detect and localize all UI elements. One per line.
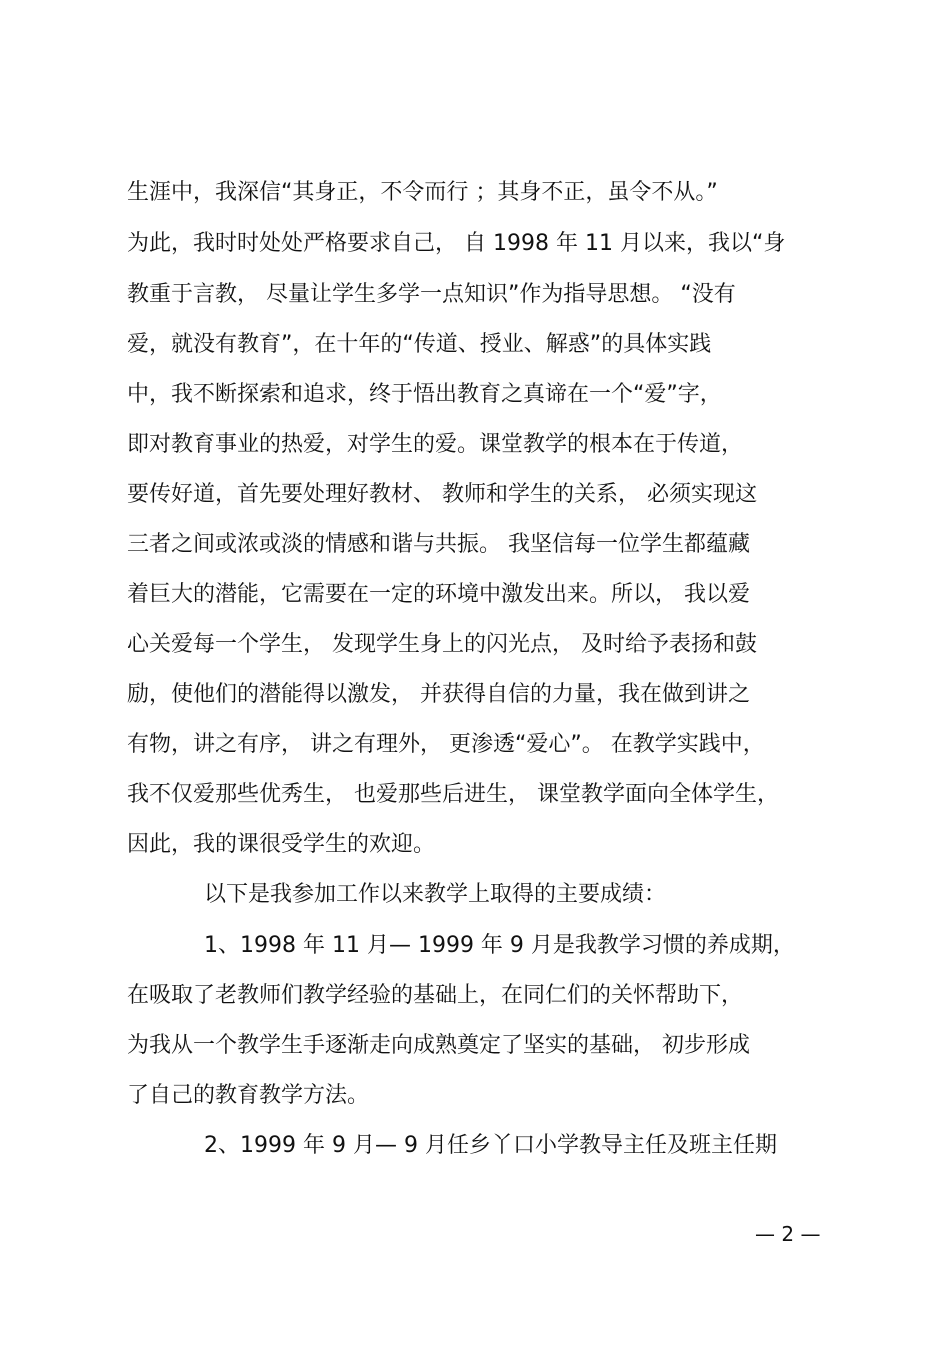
achievement-item-1-line: 为我从一个教学生手逐渐走向成熟奠定了坚实的基础， 初步形成 xyxy=(127,1033,750,1058)
paragraph-line: 中，我不断探索和追求，终于悟出教育之真谛在一个“爱”字， xyxy=(127,382,722,407)
page-number: — 2 — xyxy=(755,1222,821,1246)
achievement-item-2-line: 2、1999 年 9 月— 9 月任乡丫口小学教导主任及班主任期 xyxy=(204,1133,777,1158)
paragraph-line: 生涯中，我深信“其身正，不令而行 ；其身不正，虽令不从。” xyxy=(127,180,718,205)
achievement-item-1-line: 在吸取了老教师们教学经验的基础上，在同仁们的关怀帮助下， xyxy=(127,983,744,1008)
paragraph-line: 我不仅爱那些优秀生， 也爱那些后进生， 课堂教学面向全体学生， xyxy=(127,782,779,807)
achievement-item-1-line: 1、1998 年 11 月— 1999 年 9 月是我教学习惯的养成期， xyxy=(204,933,795,958)
achievements-intro: 以下是我参加工作以来教学上取得的主要成绩： xyxy=(204,882,667,907)
paragraph-line: 有物，讲之有序， 讲之有理外， 更渗透“爱心”。 在教学实践中， xyxy=(127,732,765,757)
paragraph-line: 即对教育事业的热爱，对学生的爱。课堂教学的根本在于传道， xyxy=(127,432,744,457)
paragraph-line: 着巨大的潜能，它需要在一定的环境中激发出来。所以， 我以爱 xyxy=(127,582,750,607)
paragraph-line: 要传好道，首先要处理好教材、 教师和学生的关系， 必须实现这 xyxy=(127,482,757,507)
paragraph-line: 三者之间或浓或淡的情感和谐与共振。 我坚信每一位学生都蕴藏 xyxy=(127,532,750,557)
paragraph-line: 教重于言教， 尽量让学生多学一点知识”作为指导思想。 “没有 xyxy=(127,282,736,307)
paragraph-line: 爱，就没有教育”，在十年的“传道、授业、解惑”的具体实践 xyxy=(127,332,712,357)
paragraph-line: 为此，我时时处处严格要求自己， 自 1998 年 11 月以来，我以“身 xyxy=(127,231,786,256)
paragraph-line: 因此，我的课很受学生的欢迎。 xyxy=(127,832,436,857)
achievement-item-1-line: 了自己的教育教学方法。 xyxy=(127,1083,370,1108)
paragraph-line: 励，使他们的潜能得以激发， 并获得自信的力量，我在做到讲之 xyxy=(127,682,750,707)
paragraph-line: 心关爱每一个学生， 发现学生身上的闪光点， 及时给予表扬和鼓 xyxy=(127,632,757,657)
